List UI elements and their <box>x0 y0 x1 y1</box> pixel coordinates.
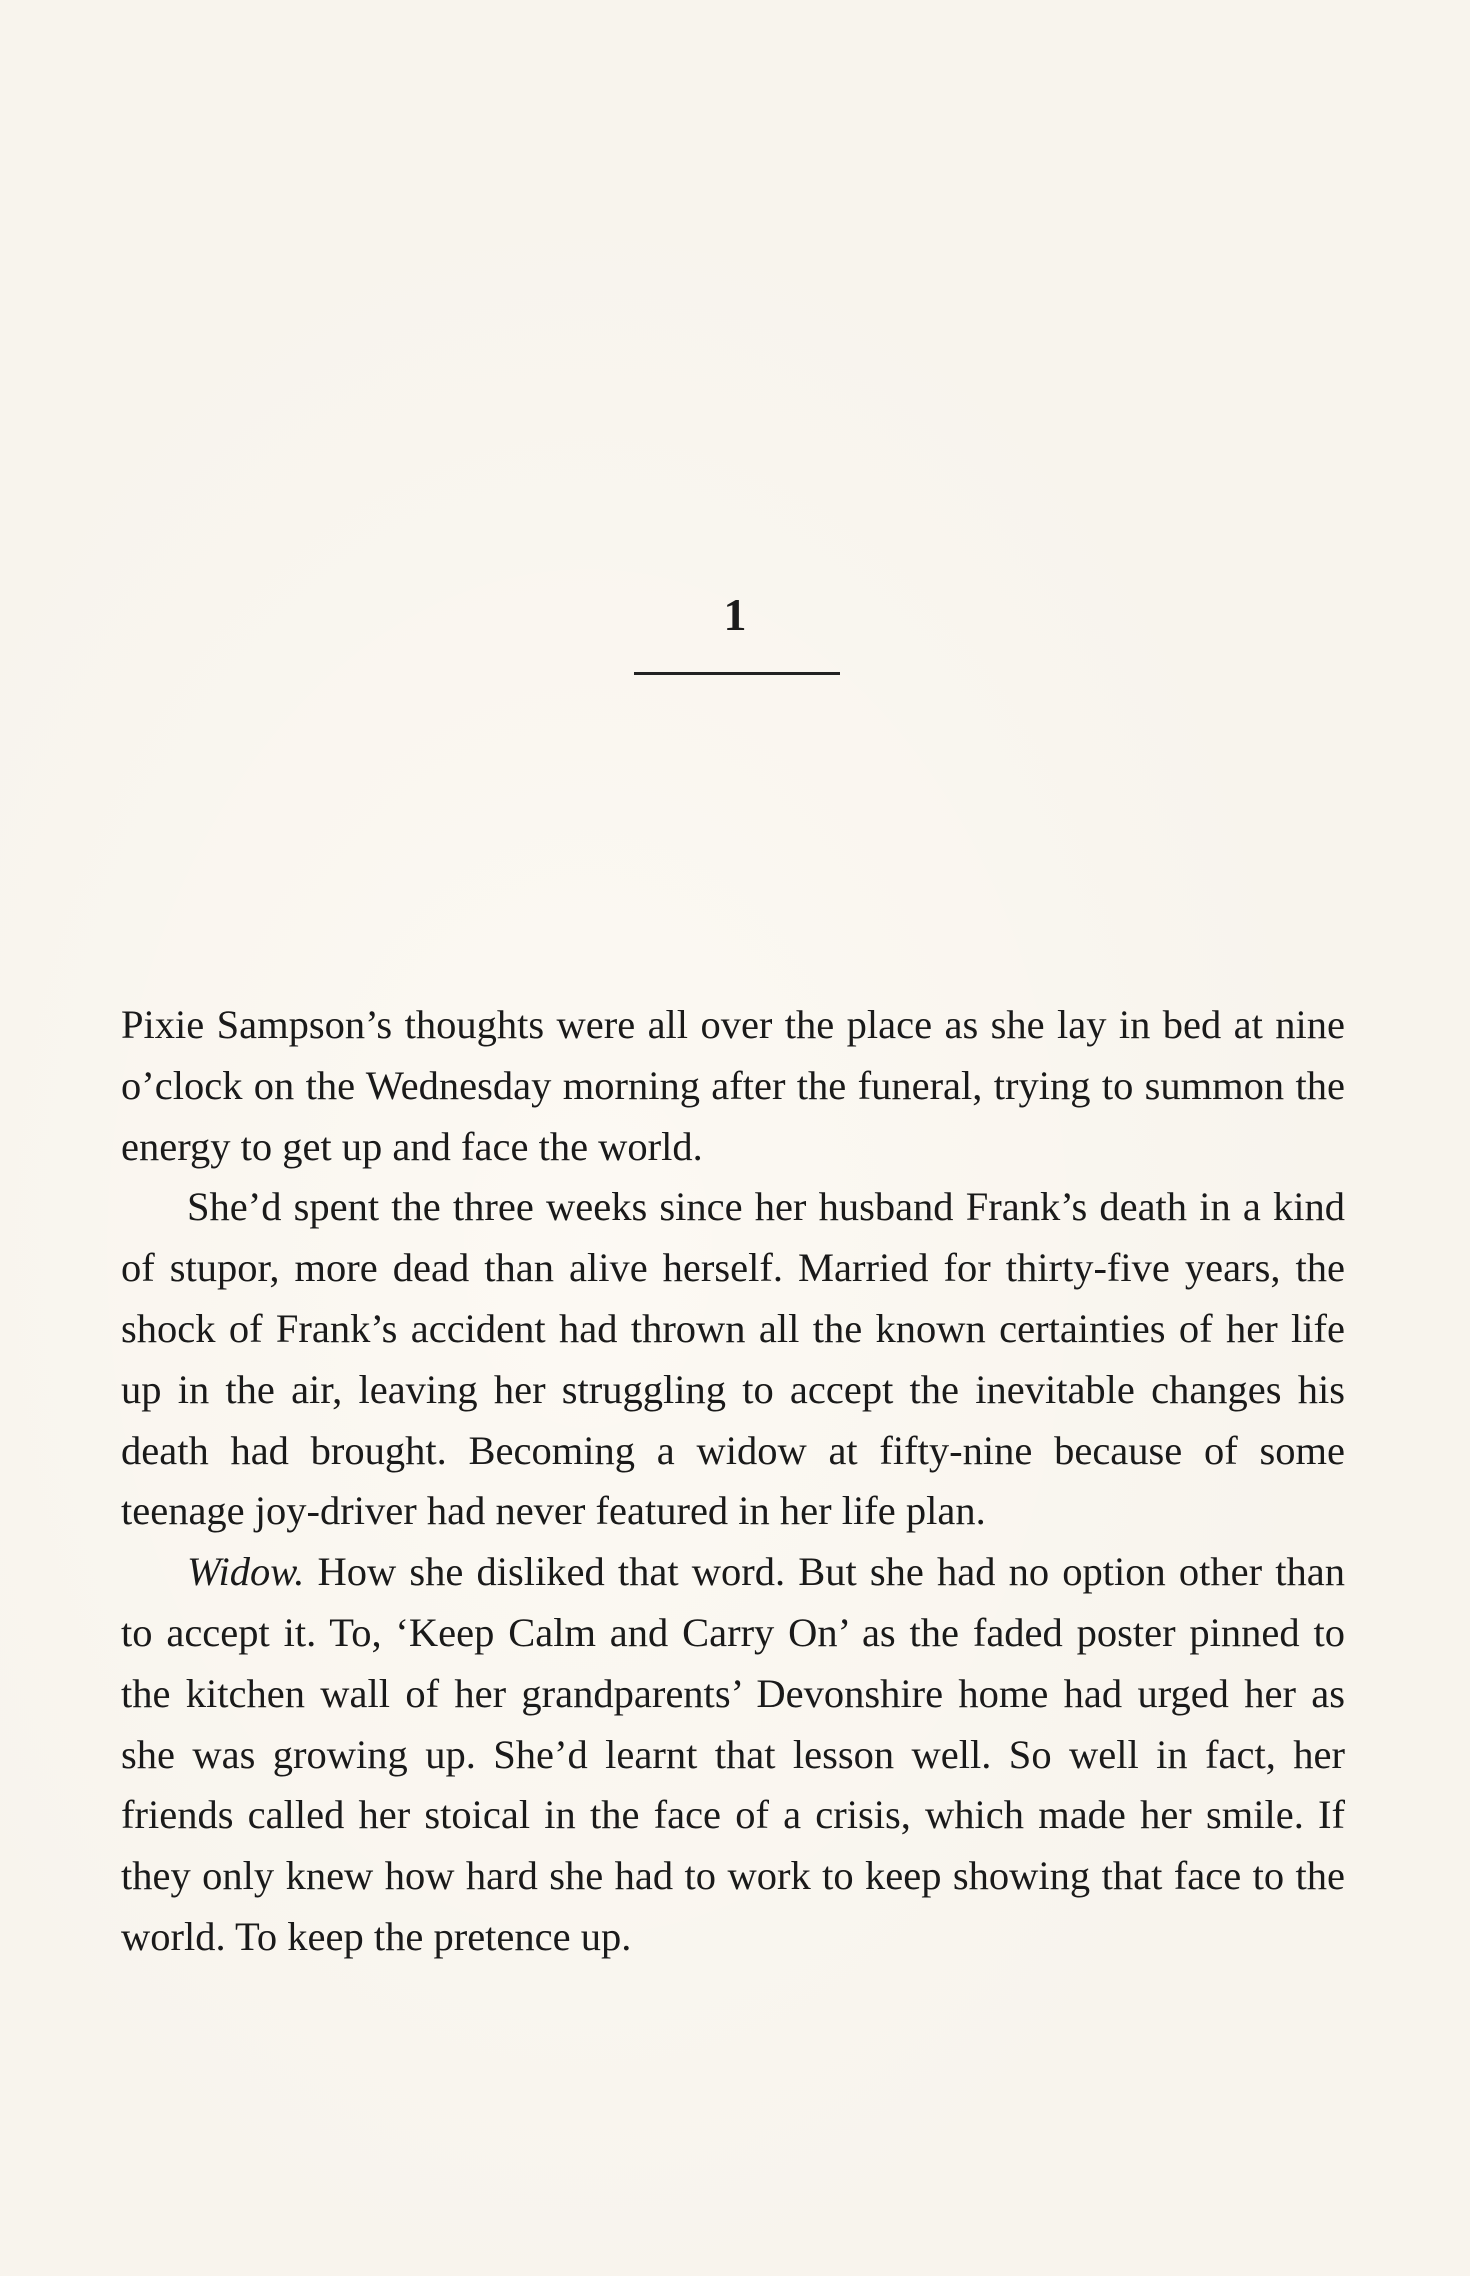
chapter-rule <box>634 672 840 675</box>
italic-word-widow: Widow. <box>187 1549 305 1595</box>
paragraph-2: She’d spent the three weeks since her husband Frank’s death in a kind of stupor, more dead than alive herself. Married for thirty-five years, the shock of Frank’s accident had thrown all the known certainties of her life up in the air, leaving her struggling to accept the inevitable changes his death had brought. Becoming a widow at fifty-nine because of some teenage joy-driver had never featured in her life plan. <box>121 1184 1345 1534</box>
paragraph-1: Pixie Sampson’s thoughts were all over the place as she lay in bed at nine o’clock on the Wednesday morning after the funeral, trying to summon the energy to get up and face the world. <box>121 1002 1345 1169</box>
paragraph-3-text: How she disliked that word. But she had no option other than to accept it. To, ‘Keep Calm and Carry On’ as the faded poster pinned to the kitchen wall of her grandparents’ Devonshire home had urged her as she was growing up. She’d learnt that lesson well. So well in fact, her friends called her stoical in the face of a crisis, which made her smile. If they only knew how hard she had to work to keep showing that face to the world. To keep the pretence up. <box>121 1549 1345 1959</box>
chapter-body <box>121 995 1345 1968</box>
paragraph-3 <box>121 1542 1345 1968</box>
chapter-number: 1 <box>723 589 747 640</box>
